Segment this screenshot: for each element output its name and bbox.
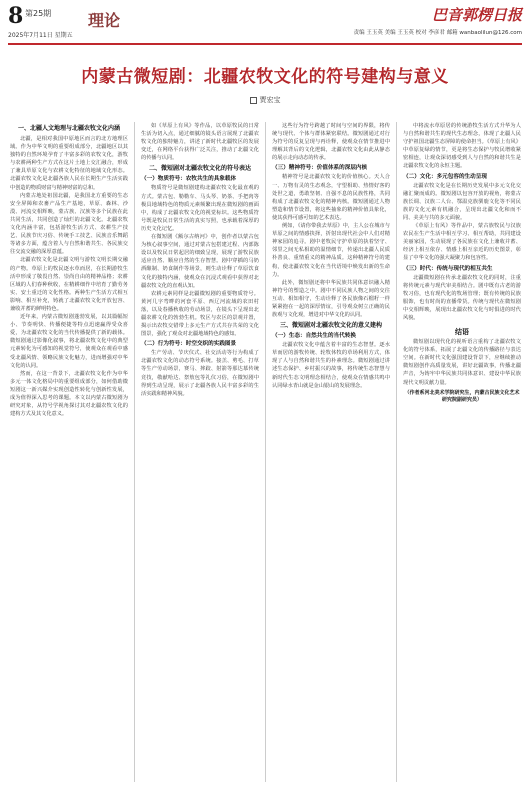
- issue-number: 第25期: [25, 9, 52, 18]
- editor-credits: 责编 王玉英 美编 王玉英 校对 李彦君 邮箱 wanbaolilun@126.com: [353, 30, 522, 36]
- paragraph: 北疆农牧文化中蕴含着丰富的生态智慧。逐水草而居的游牧传统、轮牧休牧的草场利用方式，体现了人与自然和谐共生的朴素理念。微短剧通过讲述生态保护、乡村振兴的故事，将传统生态智慧与新时代生态文明理念相结合，使观众在情感共鸣中认同绿水青山就是金山银山的发展理念。: [272, 342, 390, 389]
- section-title: 理论: [88, 11, 121, 30]
- paragraph: 内蒙古地处祖国北疆，是我国北方重要的生态安全屏障和农畜产品生产基地，草原、森林、沙漠、河流交相辉映，蒙古族、汉族等多个民族在此共同生活，共同创造了灿烂的北疆文化。北疆农牧文化内涵丰富，包括游牧生活方式、农耕生产技艺、民族节庆习俗、传统手工技艺、民族音乐舞蹈等诸多方面，蕴含着人与自然和谐共生、各民族交往交流交融的深厚意蕴。: [10, 192, 128, 256]
- author-name: 贾宏宝: [259, 96, 281, 104]
- paragraph: 这些行为符号跨越了时间与空间的界限，将传统与现代、个体与群体紧密联结。微短剧通过对行为符号的反复呈现与再诠释，使观众在情节推进中理解其背后的文化逻辑，北疆农牧文化由此从静态的展示走向动态的传承。: [272, 123, 390, 162]
- subheading: （三）精神符号：价值体系的深层内核: [272, 165, 368, 172]
- paragraph: 近年来，内蒙古微短剧蓬勃发展，以其篇幅短小、节奏明快、传播便捷等特点迅速赢得受众喜爱，为北疆农牧文化的当代传播提供了新的载体。微短剧通过影像化叙事，将北疆农牧文化中的典型元素转化为可感知的视觉符号，使观众在观看中感受北疆风情、领略民族文化魅力，进而增强对中华文化的认同。: [10, 314, 128, 369]
- header-rule: [8, 43, 522, 45]
- paragraph: 精神符号是北疆农牧文化的价值核心。天人合一、万物有灵的生态观念，守望相助、热情好客的处世之道，勇敢坚韧、自强不息的民族性格，共同构成了北疆农牧文化的精神内核。微短剧通过人物塑造和情节设置，将这些抽象的精神价值具象化，使其获得可感可知的艺术表达。: [272, 174, 390, 221]
- heading: 三、微短剧对北疆农牧文化的意义建构: [279, 322, 382, 330]
- issue-date: 2025年7月11日 星期五: [8, 32, 73, 39]
- paragraph: 生产劳动、节庆仪式、社交活动等行为构成了北疆农牧文化的动态符号系统。接羔、剪毛、打草等生产劳动场景，赛马、摔跤、射箭等那达慕传统竞技，敬献哈达、祭敖包等礼仪习俗，在微短剧中得到生动呈现，展示了北疆各族人民丰富多彩的生活实践和精神风貌。: [141, 350, 259, 397]
- column-divider: [134, 122, 135, 782]
- paragraph: 如《草原上有风》等作品，以草原牧民的日常生活为切入点，通过细腻的镜头语言展现了北疆农牧文化的独特魅力，讲述了新时代北疆牧区的发展变迁，在网络平台获得广泛关注，推动了北疆文化的传播与认同。: [141, 123, 259, 162]
- article-title: 内蒙古微短剧：北疆农牧文化的符号建构与意义: [81, 67, 449, 87]
- newspaper-logo: 巴音郭楞日报: [431, 6, 522, 24]
- paragraph: 物质符号是微短剧建构北疆农牧文化最直观的方式。蒙古包、勒勒车、马头琴、奶茶、手把肉等极具地域特色的物质元素频繁出现在微短剧的画面中，构成了北疆农牧文化的视觉标识。这些物质符号既是牧民日常生活的真实写照，也承载着深厚的历史文化记忆。: [141, 185, 259, 232]
- paragraph: 然而，在这一背景下，北疆农牧文化作为中华多元一体文化格局中的重要组成部分，如何借助微短剧这一新兴媒介实现创造性转化与创新性发展，成为值得深入思考的课题。本文以内蒙古微短剧为研究对象，从符号学视角探讨其对北疆农牧文化的建构方式及其文化意义。: [10, 370, 128, 418]
- paragraph: 此外，微短剧还将中华民族共同体意识融入精神符号的塑造之中。剧中不同民族人物之间的交往互动、相知相守，生动诠释了各民族像石榴籽一样紧紧抱在一起的深厚情谊，引导观众树立正确的民族观与文化观，增进对中华文化的认同。: [272, 279, 390, 319]
- column-divider: [265, 122, 266, 782]
- author-note: （作者系河北美术学院研究生，内蒙古民族文化艺术研究院副研究员）: [404, 389, 520, 404]
- heading: 一、北疆人文地理与北疆农牧文化内涵: [17, 125, 120, 132]
- conclusion-heading: 结语: [455, 328, 469, 337]
- paragraph: 《草原上有风》等作品中，蒙古族牧民与汉族农民在生产生活中相互学习、相互帮助，共同建设美丽家园，生动展现了各民族在文化上兼收并蓄、经济上相互依存、情感上相互亲近的历史图景，彰显了中华文化的强大凝聚力和包容性。: [403, 223, 521, 262]
- author-box-icon: [250, 97, 257, 104]
- column-1: [10, 122, 128, 418]
- column-3: [272, 122, 390, 390]
- paragraph: 北疆微短剧在传承北疆农牧文化的同时，注重将传统元素与现代审美相结合。剧中既有古老的游牧习俗，也有现代化的牧场管理；既有传统的民族服饰，也有时尚的直播带货。传统与现代在微短剧中交相辉映，展现出北疆农牧文化与时俱进的时代风貌。: [403, 274, 521, 321]
- column-4: [403, 122, 521, 405]
- paragraph: 微短剧以现代化的视听语言重构了北疆农牧文化的符号体系，拓展了北疆文化的传播路径与表达空间。在新时代文化强国建设背景下，应继续推动微短剧创作高质量发展，讲好北疆故事，传播北疆声音，为铸牢中华民族共同体意识、建设中华民族现代文明贡献力量。: [403, 339, 521, 386]
- subheading: （二）文化：多元包容的生动呈现: [403, 173, 487, 180]
- author-line: [0, 95, 530, 105]
- page-number: 8: [8, 3, 24, 29]
- paragraph: 在微短剧《额尔古纳河》中，创作者以蒙古包为核心叙事空间，通过对蒙古包搭建过程、内部陈设以及牧民日常起居的细致呈现，展现了游牧民族适应自然、顺应自然的生存智慧。剧中穿插的马奶酒酿制、奶食制作等场景，则生动诠释了草原饮食文化的独特内涵，使观众在沉浸式观看中获得对北疆农牧文化的直观认知。: [141, 234, 259, 289]
- paragraph: 农耕元素同样是北疆微短剧的重要物质符号。黄河几字弯畔的河套平原、西辽河流域的农田村落，以及春播秋收的劳动场景，在镜头下呈现出北疆农耕文化的勃勃生机。牧区与农区的景观并置，揭示出农牧交错带上多元生产方式共存共荣的文化图景，强化了观众对北疆地域特色的感知。: [141, 290, 259, 338]
- subheading: （三）时代：传统与现代的相互共生: [403, 265, 493, 272]
- paragraph: 中将流水草原居的传统游牧生活方式升华为人与自然和谐共生的现代生态理念，体现了北疆人民守护祖国北疆生态屏障的使命担当。《草原上有风》中草原复绿的情节，更是将生态保护与牧民增收紧密相连，让观众深切感受到人与自然的和谐共生是北疆农牧文化的永恒主题。: [403, 123, 521, 170]
- subheading: （二）行为符号：时空交织的实践图景: [141, 341, 237, 348]
- column-2: [141, 122, 259, 398]
- page-header: [8, 4, 522, 42]
- paragraph: 北疆农牧文化是北疆文明与游牧文明长期交融的产物。草原上的牧民逐水草而居，在长期游牧生活中形成了敬畏自然、崇尚自由的精神品格；农耕区域的人们春种秋收，在精耕细作中培育了勤劳务实、安土重迁的文化性格。两种生产生活方式相互影响、相互补充，铸就了北疆农牧文化开放包容、兼收并蓄的鲜明特色。: [10, 257, 128, 312]
- subheading: （一）生态：自然共生的当代转换: [272, 333, 356, 340]
- column-divider: [396, 122, 397, 782]
- paragraph: 北疆，是相对我国中原地区而言的北方地理区域。作为中华文明的重要组成部分，北疆地区以其独特的自然环境孕育了丰富多彩的农牧文化，游牧与农耕两种生产方式在这片土地上交汇融合，形成了兼具草原文化与农耕文化特征的地域文化形态。北疆农牧文化是北疆各族人民在长期生产生活实践中创造的物质财富与精神财富的总和。: [10, 136, 128, 191]
- paragraph: 例如，《请你带我去草原》中，主人公在城市与草原之间的情感抉择，折射出现代社会中人们对精神家园的追寻。剧中老牧民守护草原的执着坚守、邻里之间无私相助的温情细节，传递出北疆人民质朴善良、重情重义的精神品质。这种精神符号的建构，使北疆农牧文化在当代语境中焕发出新的生命力。: [272, 223, 390, 278]
- subheading: （一）物质符号：农牧共生的具象载体: [141, 176, 237, 183]
- heading: 二、微短剧对北疆农牧文化的符号表达: [148, 165, 251, 173]
- paragraph: 北疆农牧文化是在长期历史发展中多元文化交融汇聚而成的。微短剧以包容开放的视角，将蒙古族长调、汉族二人台、鄂温克族驯鹿文化等不同民族的文化元素有机融合，呈现出北疆文化和而不同、美美与共的多元面貌。: [403, 182, 521, 221]
